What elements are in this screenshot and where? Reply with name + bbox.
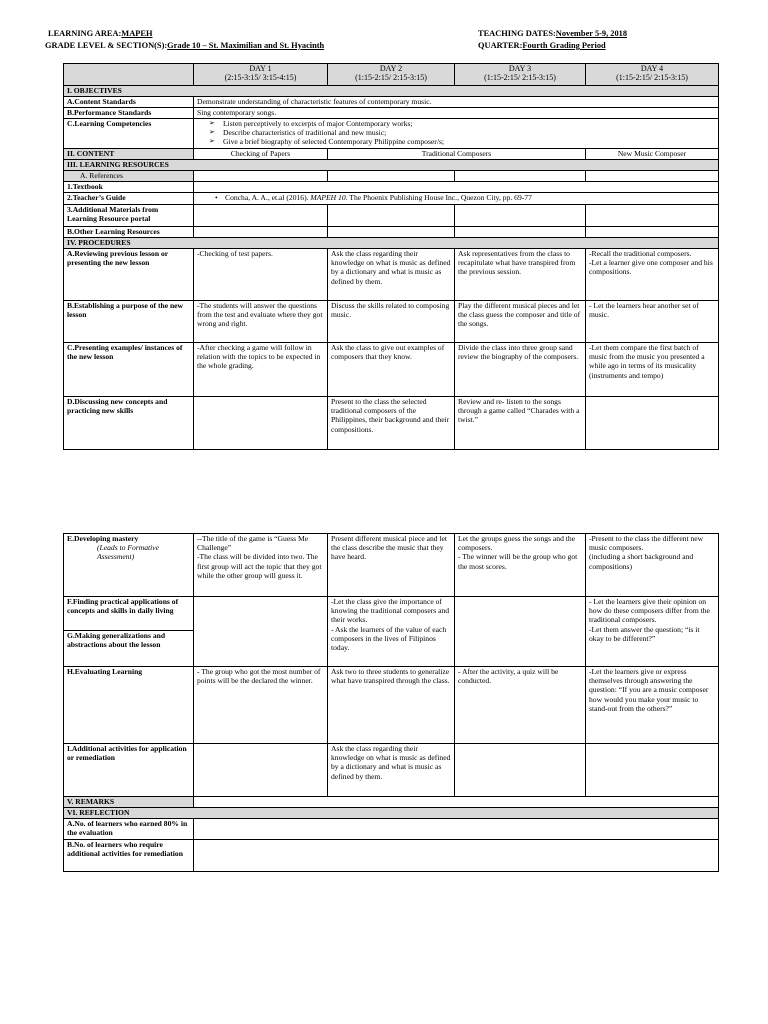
reflection-b-row xyxy=(64,840,719,872)
procedure-d-label: D.Discussing new concepts and practicing new skills xyxy=(64,397,194,450)
procedure-b-d4: - Let the learners hear another set of music. xyxy=(586,301,719,343)
procedure-c-d2: Ask the class to give out examples of composers that they know. xyxy=(328,343,455,397)
procedure-e-label: E.Developing mastery xyxy=(67,534,139,543)
reflection-heading: VI. REFLECTION xyxy=(64,808,719,819)
grade-value: Grade 10 – St. Maximilian and St. Hyacinth xyxy=(167,41,325,50)
procedure-g-label: G.Making generalizations and abstractions about the lesson xyxy=(64,631,194,667)
procedure-h-d4: -Let the learners give or express themselves through answering the question: “If you are a music composer how would you make your music to stand-out from the others?” xyxy=(586,667,719,744)
references-d3 xyxy=(455,171,586,182)
procedure-h-d1: - The group who got the most number of points will be the declared the winner. xyxy=(194,667,328,744)
quarter xyxy=(478,41,606,50)
additional-materials-row xyxy=(64,205,719,227)
textbook-label: 1.Textbook xyxy=(64,182,194,193)
procedure-e-d1-line: --The title of the game is “Guess Me Challenge” xyxy=(197,534,309,553)
content-day-1: Checking of Papers xyxy=(194,149,328,160)
procedure-e-d3 xyxy=(455,534,586,597)
reflection-b-label: B.No. of learners who require additional activities for remediation xyxy=(64,840,194,872)
guide-citation xyxy=(215,193,715,202)
teachers-guide-row xyxy=(64,193,719,205)
lesson-plan-table-page-1 xyxy=(63,63,719,450)
procedure-f-label: F.Finding practical applications of concepts and skills in daily living xyxy=(64,597,194,631)
procedure-i-label: I.Additional activities for application or remediation xyxy=(64,744,194,797)
content-standards-value: Demonstrate understanding of characteristic features of contemporary music. xyxy=(194,97,719,108)
remarks-row xyxy=(64,797,719,808)
objectives-heading-row xyxy=(64,86,719,97)
reflection-a-value xyxy=(194,819,719,840)
lesson-plan-table-page-2 xyxy=(63,533,719,872)
procedure-i-d2: Ask the class regarding their knowledge on what is music as defined by a dictionary and what is music as defined by them. xyxy=(328,744,455,797)
resources-heading: III. LEARNING RESOURCES xyxy=(64,160,719,171)
procedure-e-d4-line: -Present to the class the different new music composers. xyxy=(589,534,704,553)
textbook-row xyxy=(64,182,719,193)
procedure-e-d3-line: Let the groups guess the songs and the composers. xyxy=(458,534,576,553)
procedure-f-d4 xyxy=(586,597,719,667)
guide-publisher: . The Phoenix Publishing House Inc., Quezon City, pp. 69-77 xyxy=(345,193,532,202)
day-time: (1:15-2:15/ 2:15-3:15) xyxy=(616,73,688,82)
other-d4 xyxy=(586,227,719,238)
procedure-a-d4-line: -Let a learner give one composer and his compositions. xyxy=(589,258,713,277)
procedure-d-d4 xyxy=(586,397,719,450)
other-resources-label: B.Other Learning Resources xyxy=(64,227,194,238)
procedure-c-d1: -After checking a game will follow in relation with the topics to be expected in the whole grading. xyxy=(194,343,328,397)
procedure-f-d2 xyxy=(328,597,455,667)
competency-item: ➢ Give a brief biography of selected Contemporary Philippine composer/s; xyxy=(209,137,715,146)
procedure-a-d4-line: -Recall the traditional composers. xyxy=(589,249,692,258)
other-d3 xyxy=(455,227,586,238)
day-time: (2:15-3:15/ 3:15-4:15) xyxy=(224,73,297,82)
blank-header-cell xyxy=(64,64,194,86)
learning-competencies-row xyxy=(64,119,719,149)
day-time: (1:15-2:15/ 2:15-3:15) xyxy=(355,73,427,82)
procedure-a-d2: Ask the class regarding their knowledge on what is music as defined by a dictionary and what is music as defined by them. xyxy=(328,249,455,301)
additional-d3 xyxy=(455,205,586,227)
day-label: DAY 3 xyxy=(508,64,532,73)
additional-d1 xyxy=(194,205,328,227)
performance-standards-row xyxy=(64,108,719,119)
guide-title: MAPEH 10 xyxy=(310,193,346,202)
learning-competencies-list xyxy=(194,119,719,149)
procedure-d-d3: Review and re- listen to the songs through a game called “Charades with a twist.” xyxy=(455,397,586,450)
remarks-value xyxy=(194,797,719,808)
learning-competencies-label: C.Learning Competencies xyxy=(64,119,194,149)
remarks-heading: V. REMARKS xyxy=(64,797,194,808)
procedure-i-row xyxy=(64,744,719,797)
references-row xyxy=(64,171,719,182)
competency-item: ➢ Listen perceptively to excerpts of major Contemporary works; xyxy=(209,119,715,128)
day-1-header xyxy=(194,64,328,86)
references-d2 xyxy=(328,171,455,182)
learning-area-label: LEARNING AREA: xyxy=(48,29,122,38)
other-d2 xyxy=(328,227,455,238)
day-3-header xyxy=(455,64,586,86)
content-standards-label: A.Content Standards xyxy=(64,97,194,108)
procedure-f-d4-line: - Let the learners give their opinion on how do these composers differ from the traditional composers. xyxy=(589,597,710,625)
procedures-heading: IV. PROCEDURES xyxy=(64,238,719,249)
reflection-a-row xyxy=(64,819,719,840)
performance-standards-label: B.Performance Standards xyxy=(64,108,194,119)
procedure-c-d3: Divide the class into three group sand review the biography of the composers. xyxy=(455,343,586,397)
procedure-f-d2-line: - Ask the learners of the value of each composers in the lives of Filipinos today. xyxy=(331,624,447,653)
procedure-f-d1 xyxy=(194,597,328,667)
guide-author: Concha, A. A., et.al (2016). xyxy=(225,193,311,202)
procedure-e-row xyxy=(64,534,719,597)
grade-label: GRADE LEVEL & SECTION(S): xyxy=(45,41,168,50)
procedure-b-label: B.Establishing a purpose of the new lesson xyxy=(64,301,194,343)
day-label: DAY 4 xyxy=(640,64,664,73)
other-d1 xyxy=(194,227,328,238)
procedure-a-label: A.Reviewing previous lesson or presenting the new lesson xyxy=(64,249,194,301)
procedure-d-d2: Present to the class the selected traditional composers of the Philippines, their background and their compositions. xyxy=(328,397,455,450)
procedure-c-row xyxy=(64,343,719,397)
teachers-guide-value xyxy=(194,193,719,205)
reflection-b-value xyxy=(194,840,719,872)
procedure-h-row xyxy=(64,667,719,744)
learning-area xyxy=(48,29,152,38)
teaching-dates-value: November 5-9, 2018 xyxy=(555,29,628,38)
quarter-label: QUARTER: xyxy=(478,41,523,50)
content-row xyxy=(64,149,719,160)
teaching-dates-label: TEACHING DATES: xyxy=(478,29,556,38)
day-label: DAY 2 xyxy=(379,64,403,73)
references-d4 xyxy=(586,171,719,182)
teachers-guide-label: 2.Teacher’s Guide xyxy=(64,193,194,205)
competency-item: ➢ Describe characteristics of traditional and new music; xyxy=(209,128,715,137)
procedure-d-d1 xyxy=(194,397,328,450)
procedure-b-row xyxy=(64,301,719,343)
content-heading: II. CONTENT xyxy=(64,149,194,160)
reflection-a-label: A.No. of learners who earned 80% in the evaluation xyxy=(64,819,194,840)
procedure-a-d1: -Checking of test papers. xyxy=(194,249,328,301)
procedure-e-d1-line: -The class will be divided into two. The first group will act the topic that they got while the other group will guess it. xyxy=(197,552,322,580)
procedure-e-d3-line: - The winner will be the group who got the most scores. xyxy=(458,552,578,571)
content-standards-row xyxy=(64,97,719,108)
quarter-value: Fourth Grading Period xyxy=(522,41,606,50)
additional-materials-label: 3.Additional Materials from Learning Resource portal xyxy=(64,205,194,227)
performance-standards-value: Sing contemporary songs. xyxy=(194,108,719,119)
additional-d2 xyxy=(328,205,455,227)
procedure-i-d1 xyxy=(194,744,328,797)
procedure-f-d4-line: -Let them answer the question; “is it okay to be different?” xyxy=(589,624,700,643)
procedure-d-row xyxy=(64,397,719,450)
procedure-i-d3 xyxy=(455,744,586,797)
days-header-row xyxy=(64,64,719,86)
day-4-header xyxy=(586,64,719,86)
additional-d4 xyxy=(586,205,719,227)
procedure-b-d2: Discuss the skills related to composing music. xyxy=(328,301,455,343)
references-label: A. References xyxy=(64,171,194,182)
procedure-f-d2-line: -Let the class give the importance of knowing the traditional composers and their works. xyxy=(331,597,450,625)
procedure-f-row xyxy=(64,597,719,631)
reflection-heading-row xyxy=(64,808,719,819)
other-resources-row xyxy=(64,227,719,238)
procedure-b-d3: Play the different musical pieces and let the class guess the composer and title of the songs. xyxy=(455,301,586,343)
procedures-heading-row xyxy=(64,238,719,249)
resources-heading-row xyxy=(64,160,719,171)
procedure-e-sublabel: (Leads to Formative Assessment) xyxy=(97,543,160,562)
procedure-f-d3 xyxy=(455,597,586,667)
procedure-a-d4 xyxy=(586,249,719,301)
day-label: DAY 1 xyxy=(249,64,272,73)
procedure-i-d4 xyxy=(586,744,719,797)
procedure-c-d4: -Let them compare the first batch of music from the music you presented a while ago in terms of its musicality (instruments and tempo) xyxy=(586,343,719,397)
procedure-e-d4-line: (including a short background and compositions) xyxy=(589,552,694,571)
procedure-e-label-cell xyxy=(64,534,194,597)
procedure-e-d4 xyxy=(586,534,719,597)
day-2-header xyxy=(328,64,455,86)
day-time: (1:15-2:15/ 2:15-3:15) xyxy=(484,73,556,82)
content-day-2-3: Traditional Composers xyxy=(328,149,586,160)
teaching-dates xyxy=(478,29,627,38)
textbook-value xyxy=(194,182,719,193)
procedure-a-row xyxy=(64,249,719,301)
grade-level xyxy=(45,41,324,50)
procedure-e-d2: Present different musical piece and let the class describe the music that they have heard. xyxy=(328,534,455,597)
procedure-a-d3: Ask representatives from the class to recapitulate what have transpired from the previous session. xyxy=(455,249,586,301)
procedure-h-d2: Ask two to three students to generalize what have transpired through the class. xyxy=(328,667,455,744)
references-d1 xyxy=(194,171,328,182)
procedure-h-label: H.Evaluating Learning xyxy=(64,667,194,744)
content-day-4: New Music Composer xyxy=(586,149,719,160)
procedure-b-d1: -The students will answer the questions from the test and evaluate where they got wrong and right. xyxy=(194,301,328,343)
learning-area-value: MAPEH xyxy=(121,29,153,38)
procedure-h-d3: - After the activity, a quiz will be conducted. xyxy=(455,667,586,744)
procedure-c-label: C.Presenting examples/ instances of the new lesson xyxy=(64,343,194,397)
procedure-e-d1 xyxy=(194,534,328,597)
objectives-heading: I. OBJECTIVES xyxy=(64,86,719,97)
